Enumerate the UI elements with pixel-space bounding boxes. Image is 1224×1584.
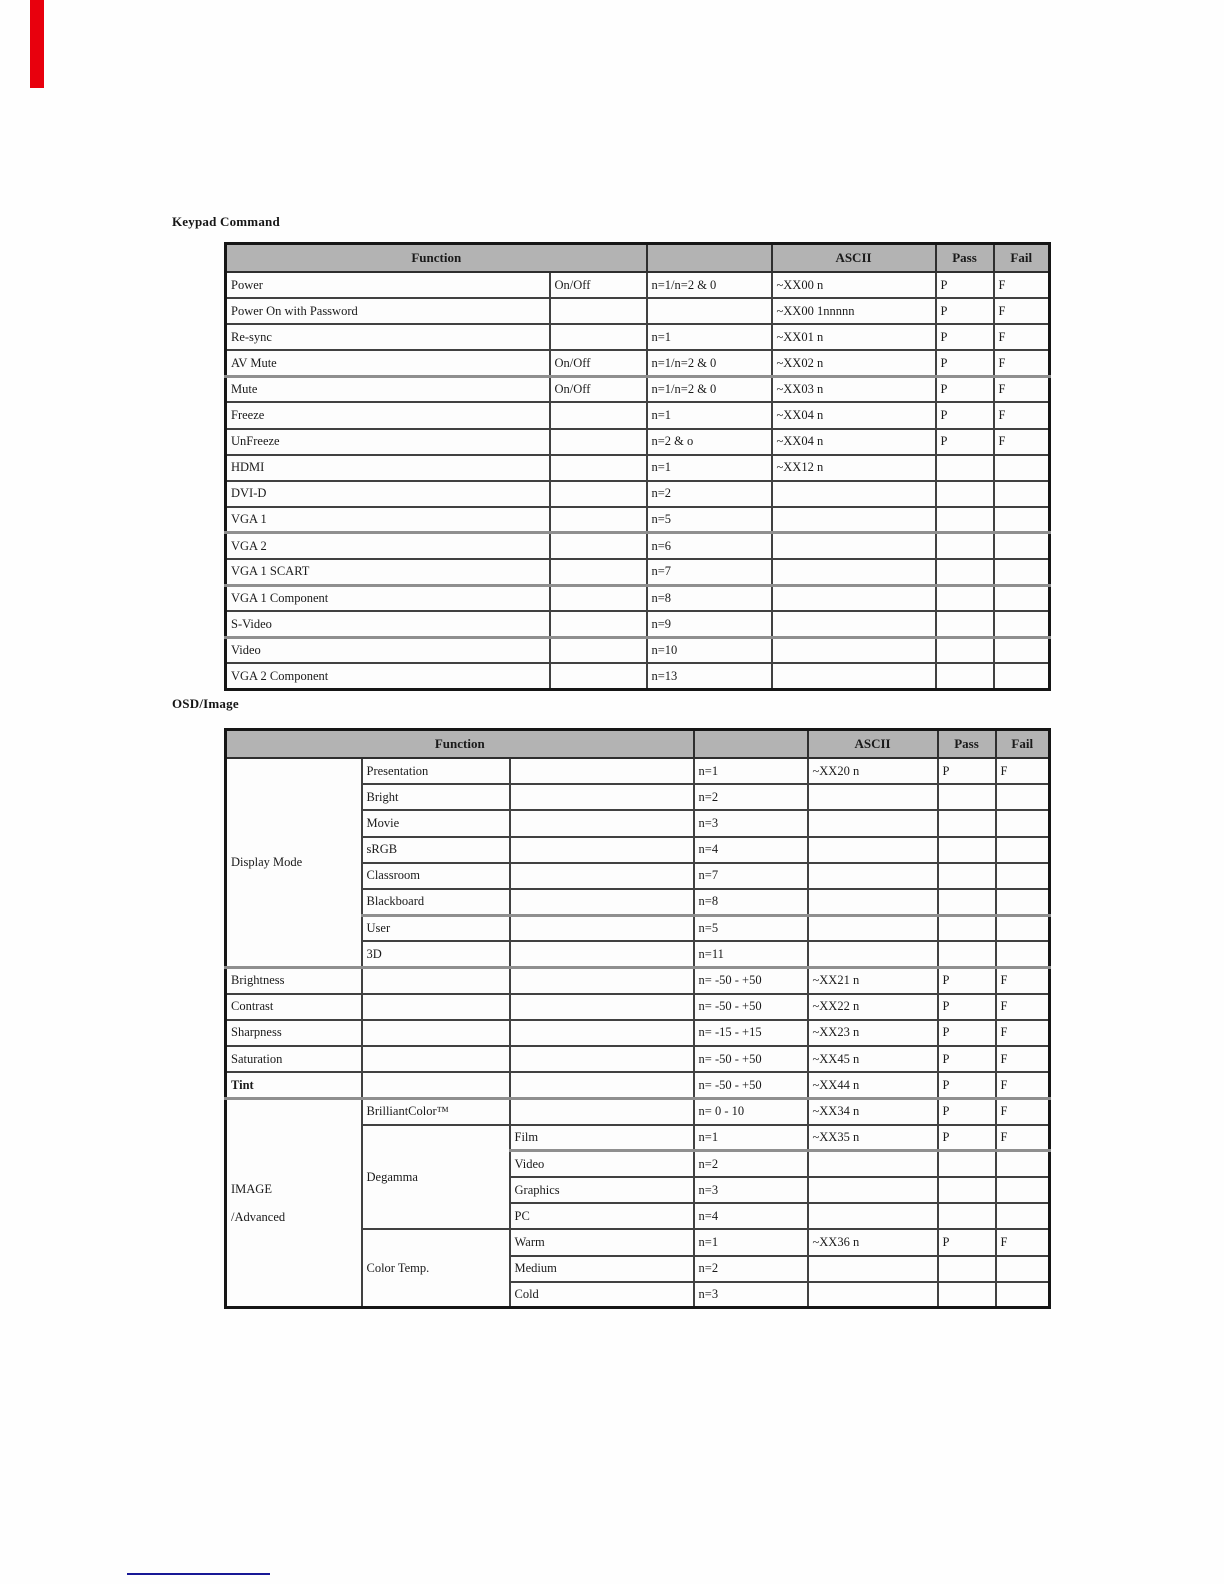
n-value-cell: n=1	[647, 402, 772, 428]
ascii-command-cell: ~XX04 n	[772, 429, 936, 455]
onoff-cell: On/Off	[550, 272, 647, 298]
keypad-table-row	[226, 663, 1050, 689]
fail-cell: F	[996, 994, 1050, 1020]
pass-cell	[936, 507, 994, 533]
fail-cell	[994, 481, 1050, 507]
ascii-column-header: ASCII	[772, 244, 936, 273]
osd-header-row	[226, 730, 1050, 759]
fail-cell: F	[994, 376, 1050, 402]
n-column-header	[647, 244, 772, 273]
fail-cell	[996, 1151, 1050, 1177]
function-option-cell	[510, 968, 694, 994]
n-value-cell: n=13	[647, 663, 772, 689]
function-cell: DVI-D	[226, 481, 550, 507]
keypad-table-row	[226, 559, 1050, 585]
keypad-table-row	[226, 481, 1050, 507]
fail-cell	[996, 837, 1050, 863]
pass-cell	[938, 1203, 996, 1229]
n-value-cell: n=2	[694, 1256, 808, 1282]
footer-underline-decoration	[127, 1573, 270, 1575]
keypad-table-row	[226, 402, 1050, 428]
ascii-command-cell: ~XX36 n	[808, 1229, 938, 1255]
n-value-cell: n=8	[694, 889, 808, 915]
onoff-cell	[550, 533, 647, 559]
pass-cell	[936, 455, 994, 481]
ascii-command-cell	[772, 611, 936, 637]
function-cell: VGA 2	[226, 533, 550, 559]
n-value-cell: n=9	[647, 611, 772, 637]
fail-cell	[996, 889, 1050, 915]
n-value-cell: n=1/n=2 & 0	[647, 272, 772, 298]
onoff-cell	[550, 481, 647, 507]
function-subgroup-cell	[362, 1072, 510, 1098]
pass-cell: P	[938, 1125, 996, 1151]
function-option-cell: Cold	[510, 1282, 694, 1308]
n-value-cell: n=2	[694, 784, 808, 810]
function-cell: VGA 1 SCART	[226, 559, 550, 585]
pass-cell	[936, 481, 994, 507]
red-mark-decoration	[30, 0, 44, 88]
pass-cell: P	[938, 1046, 996, 1072]
ascii-column-header: ASCII	[808, 730, 938, 759]
function-subgroup-cell	[362, 1020, 510, 1046]
function-cell: VGA 1	[226, 507, 550, 533]
function-subgroup-cell: BrilliantColor™	[362, 1098, 510, 1124]
ascii-command-cell	[808, 863, 938, 889]
fail-cell: F	[996, 1020, 1050, 1046]
onoff-cell	[550, 324, 647, 350]
fail-cell: F	[994, 324, 1050, 350]
pass-cell: P	[936, 324, 994, 350]
fail-cell	[996, 1203, 1050, 1229]
n-value-cell: n=4	[694, 837, 808, 863]
ascii-command-cell	[808, 784, 938, 810]
n-value-cell: n= -50 - +50	[694, 968, 808, 994]
fail-cell: F	[996, 1229, 1050, 1255]
function-cell: Power	[226, 272, 550, 298]
osd-table-row	[226, 1046, 1050, 1072]
osd-table-row	[226, 968, 1050, 994]
pass-cell: P	[936, 272, 994, 298]
ascii-command-cell	[808, 1282, 938, 1308]
fail-cell: F	[996, 758, 1050, 784]
pass-cell	[938, 837, 996, 863]
ascii-command-cell: ~XX00 n	[772, 272, 936, 298]
function-subgroup-cell: Degamma	[362, 1125, 510, 1230]
onoff-cell	[550, 663, 647, 689]
osd-table-row	[226, 994, 1050, 1020]
n-value-cell: n=8	[647, 585, 772, 611]
n-value-cell: n=11	[694, 941, 808, 967]
pass-cell: P	[938, 1072, 996, 1098]
function-subgroup-cell: sRGB	[362, 837, 510, 863]
onoff-cell	[550, 637, 647, 663]
ascii-command-cell: ~XX44 n	[808, 1072, 938, 1098]
n-value-cell: n=3	[694, 1282, 808, 1308]
ascii-command-cell	[772, 507, 936, 533]
function-group-cell: Tint	[226, 1072, 362, 1098]
function-option-cell	[510, 1046, 694, 1072]
ascii-command-cell	[772, 663, 936, 689]
ascii-command-cell	[808, 1203, 938, 1229]
function-group-cell: Sharpness	[226, 1020, 362, 1046]
function-cell: Freeze	[226, 402, 550, 428]
fail-cell	[996, 1256, 1050, 1282]
onoff-cell: On/Off	[550, 376, 647, 402]
pass-cell: P	[936, 298, 994, 324]
n-value-cell: n=1	[647, 324, 772, 350]
pass-cell	[936, 559, 994, 585]
n-value-cell: n=4	[694, 1203, 808, 1229]
function-cell: Mute	[226, 376, 550, 402]
pass-cell	[938, 784, 996, 810]
function-cell: HDMI	[226, 455, 550, 481]
ascii-command-cell	[808, 810, 938, 836]
function-group-cell: IMAGE /Advanced	[226, 1098, 362, 1308]
fail-cell	[994, 533, 1050, 559]
n-value-cell: n= -50 - +50	[694, 1072, 808, 1098]
function-option-cell	[510, 889, 694, 915]
ascii-command-cell: ~XX01 n	[772, 324, 936, 350]
n-value-cell: n=1/n=2 & 0	[647, 350, 772, 376]
onoff-cell: On/Off	[550, 350, 647, 376]
ascii-command-cell: ~XX02 n	[772, 350, 936, 376]
pass-cell	[938, 863, 996, 889]
keypad-command-section-title: Keypad Command	[172, 214, 280, 229]
fail-cell	[996, 1282, 1050, 1308]
pass-cell	[938, 810, 996, 836]
function-option-cell	[510, 994, 694, 1020]
n-value-cell: n=2 & o	[647, 429, 772, 455]
n-value-cell: n=1	[694, 1229, 808, 1255]
fail-cell: F	[996, 1098, 1050, 1124]
function-group-cell: Brightness	[226, 968, 362, 994]
function-cell: AV Mute	[226, 350, 550, 376]
keypad-table-row	[226, 350, 1050, 376]
keypad-table-row	[226, 455, 1050, 481]
onoff-cell	[550, 507, 647, 533]
n-value-cell: n=6	[647, 533, 772, 559]
fail-cell: F	[994, 272, 1050, 298]
osd-image-section-title: OSD/Image	[172, 696, 239, 711]
n-value-cell: n= -50 - +50	[694, 1046, 808, 1072]
ascii-command-cell	[808, 889, 938, 915]
n-value-cell: n= 0 - 10	[694, 1098, 808, 1124]
onoff-cell	[550, 298, 647, 324]
n-value-cell: n=2	[647, 481, 772, 507]
ascii-command-cell: ~XX22 n	[808, 994, 938, 1020]
osd-table-row	[226, 1020, 1050, 1046]
ascii-command-cell	[772, 559, 936, 585]
keypad-table-row	[226, 429, 1050, 455]
function-group-cell: Contrast	[226, 994, 362, 1020]
keypad-table-row	[226, 272, 1050, 298]
onoff-cell	[550, 559, 647, 585]
onoff-cell	[550, 611, 647, 637]
function-subgroup-cell: Blackboard	[362, 889, 510, 915]
ascii-command-cell	[808, 1256, 938, 1282]
function-option-cell	[510, 915, 694, 941]
osd-table-row	[226, 1098, 1050, 1124]
keypad-table-row	[226, 376, 1050, 402]
fail-cell	[994, 637, 1050, 663]
n-value-cell: n= -50 - +50	[694, 994, 808, 1020]
function-subgroup-cell: Color Temp.	[362, 1229, 510, 1308]
function-option-cell: Film	[510, 1125, 694, 1151]
osd-table-row	[226, 758, 1050, 784]
n-value-cell: n=7	[694, 863, 808, 889]
pass-cell: P	[936, 402, 994, 428]
pass-cell: P	[938, 758, 996, 784]
ascii-command-cell: ~XX12 n	[772, 455, 936, 481]
function-option-cell	[510, 1098, 694, 1124]
function-option-cell	[510, 784, 694, 810]
function-group-cell: Saturation	[226, 1046, 362, 1072]
ascii-command-cell	[808, 941, 938, 967]
fail-cell: F	[996, 1072, 1050, 1098]
ascii-command-cell: ~XX34 n	[808, 1098, 938, 1124]
function-subgroup-cell	[362, 994, 510, 1020]
keypad-table-row	[226, 637, 1050, 663]
function-option-cell: PC	[510, 1203, 694, 1229]
ascii-command-cell	[772, 481, 936, 507]
fail-cell: F	[994, 402, 1050, 428]
fail-cell	[996, 915, 1050, 941]
pass-cell	[936, 663, 994, 689]
ascii-command-cell: ~XX23 n	[808, 1020, 938, 1046]
pass-cell	[938, 889, 996, 915]
pass-cell	[938, 1177, 996, 1203]
function-subgroup-cell	[362, 1046, 510, 1072]
function-cell: S-Video	[226, 611, 550, 637]
keypad-table-row	[226, 298, 1050, 324]
function-cell: Power On with Password	[226, 298, 550, 324]
ascii-command-cell: ~XX45 n	[808, 1046, 938, 1072]
function-column-header: Function	[226, 730, 694, 759]
keypad-table-row	[226, 324, 1050, 350]
n-value-cell: n=1	[694, 758, 808, 784]
fail-cell: F	[994, 429, 1050, 455]
fail-cell: F	[994, 298, 1050, 324]
ascii-command-cell	[772, 533, 936, 559]
ascii-command-cell: ~XX04 n	[772, 402, 936, 428]
function-cell: UnFreeze	[226, 429, 550, 455]
keypad-command-table	[224, 242, 1051, 691]
function-subgroup-cell: Movie	[362, 810, 510, 836]
fail-cell: F	[996, 1046, 1050, 1072]
ascii-command-cell: ~XX35 n	[808, 1125, 938, 1151]
ascii-command-cell: ~XX03 n	[772, 376, 936, 402]
function-cell: VGA 2 Component	[226, 663, 550, 689]
function-option-cell	[510, 758, 694, 784]
ascii-command-cell	[772, 637, 936, 663]
keypad-table-row	[226, 533, 1050, 559]
n-value-cell: n= -15 - +15	[694, 1020, 808, 1046]
ascii-command-cell	[808, 1177, 938, 1203]
fail-cell: F	[996, 968, 1050, 994]
osd-table-row	[226, 1072, 1050, 1098]
keypad-table-row	[226, 611, 1050, 637]
fail-cell	[996, 941, 1050, 967]
ascii-command-cell	[808, 915, 938, 941]
pass-cell: P	[936, 376, 994, 402]
function-option-cell	[510, 1072, 694, 1098]
ascii-command-cell	[808, 1151, 938, 1177]
fail-cell	[994, 455, 1050, 481]
pass-cell	[938, 1151, 996, 1177]
fail-cell	[996, 784, 1050, 810]
n-value-cell: n=3	[694, 810, 808, 836]
n-value-cell: n=5	[694, 915, 808, 941]
onoff-cell	[550, 455, 647, 481]
n-value-cell: n=10	[647, 637, 772, 663]
function-subgroup-cell: User	[362, 915, 510, 941]
ascii-command-cell: ~XX20 n	[808, 758, 938, 784]
pass-cell	[938, 915, 996, 941]
function-subgroup-cell: Presentation	[362, 758, 510, 784]
function-cell: VGA 1 Component	[226, 585, 550, 611]
fail-cell	[994, 559, 1050, 585]
function-subgroup-cell	[362, 968, 510, 994]
osd-image-table	[224, 728, 1051, 1309]
fail-cell	[996, 863, 1050, 889]
n-value-cell	[647, 298, 772, 324]
pass-cell	[938, 1256, 996, 1282]
n-value-cell: n=2	[694, 1151, 808, 1177]
n-value-cell: n=1	[647, 455, 772, 481]
function-option-cell: Video	[510, 1151, 694, 1177]
keypad-table-row	[226, 507, 1050, 533]
function-column-header: Function	[226, 244, 647, 273]
function-cell: Re-sync	[226, 324, 550, 350]
function-option-cell	[510, 1020, 694, 1046]
pass-column-header: Pass	[936, 244, 994, 273]
function-option-cell	[510, 810, 694, 836]
pass-cell	[938, 1282, 996, 1308]
function-subgroup-cell: Bright	[362, 784, 510, 810]
function-option-cell	[510, 941, 694, 967]
function-subgroup-cell: 3D	[362, 941, 510, 967]
fail-cell: F	[994, 350, 1050, 376]
pass-cell: P	[938, 994, 996, 1020]
pass-cell: P	[938, 968, 996, 994]
fail-cell	[994, 611, 1050, 637]
n-value-cell: n=1/n=2 & 0	[647, 376, 772, 402]
pass-cell: P	[938, 1098, 996, 1124]
onoff-cell	[550, 402, 647, 428]
fail-cell	[994, 507, 1050, 533]
n-value-cell: n=3	[694, 1177, 808, 1203]
function-option-cell	[510, 837, 694, 863]
pass-cell	[936, 585, 994, 611]
ascii-command-cell	[772, 585, 936, 611]
pass-cell: P	[936, 350, 994, 376]
pass-cell: P	[938, 1229, 996, 1255]
fail-cell	[994, 663, 1050, 689]
function-option-cell: Graphics	[510, 1177, 694, 1203]
fail-cell	[996, 810, 1050, 836]
function-group-cell: Display Mode	[226, 758, 362, 968]
function-option-cell	[510, 863, 694, 889]
function-subgroup-cell: Classroom	[362, 863, 510, 889]
keypad-table-row	[226, 585, 1050, 611]
fail-column-header: Fail	[996, 730, 1050, 759]
function-cell: Video	[226, 637, 550, 663]
pass-cell	[936, 637, 994, 663]
fail-cell	[994, 585, 1050, 611]
function-option-cell: Medium	[510, 1256, 694, 1282]
ascii-command-cell: ~XX21 n	[808, 968, 938, 994]
n-value-cell: n=5	[647, 507, 772, 533]
onoff-cell	[550, 585, 647, 611]
pass-cell	[936, 533, 994, 559]
n-column-header	[694, 730, 808, 759]
pass-cell: P	[938, 1020, 996, 1046]
ascii-command-cell	[808, 837, 938, 863]
keypad-header-row	[226, 244, 1050, 273]
fail-column-header: Fail	[994, 244, 1050, 273]
pass-cell	[938, 941, 996, 967]
ascii-command-cell: ~XX00 1nnnnn	[772, 298, 936, 324]
pass-column-header: Pass	[938, 730, 996, 759]
n-value-cell: n=1	[694, 1125, 808, 1151]
pass-cell: P	[936, 429, 994, 455]
fail-cell	[996, 1177, 1050, 1203]
fail-cell: F	[996, 1125, 1050, 1151]
n-value-cell: n=7	[647, 559, 772, 585]
pass-cell	[936, 611, 994, 637]
onoff-cell	[550, 429, 647, 455]
function-option-cell: Warm	[510, 1229, 694, 1255]
